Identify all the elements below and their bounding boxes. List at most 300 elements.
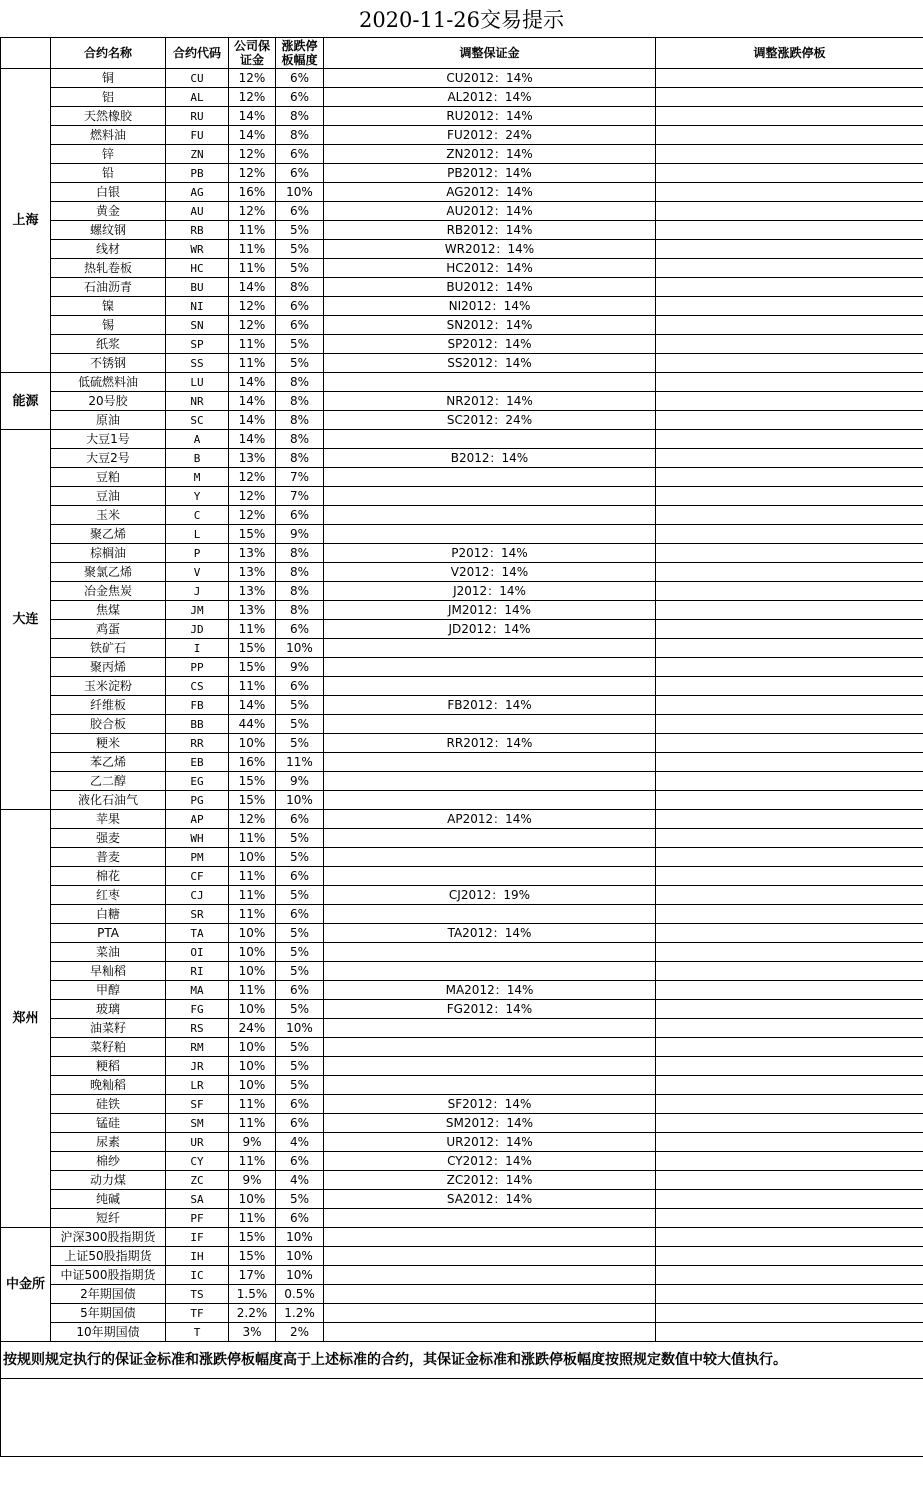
contract-name-cell: 天然橡胶 [51,107,166,126]
limit-range-cell: 6% [276,506,324,525]
adjusted-margin-cell: SN2012：14% [324,316,656,335]
adjusted-margin-cell: RU2012：14% [324,107,656,126]
contract-name-cell: 线材 [51,240,166,259]
limit-range-cell: 5% [276,354,324,373]
adjusted-limit-cell [656,734,923,753]
company-margin-cell: 13% [229,582,276,601]
limit-range-cell: 8% [276,392,324,411]
adjusted-margin-cell: CJ2012：19% [324,886,656,905]
contract-name-cell: 尿素 [51,1133,166,1152]
limit-range-cell: 5% [276,829,324,848]
contract-code-cell: OI [166,943,229,962]
contract-name-cell: 棕榈油 [51,544,166,563]
contract-name-cell: 棉花 [51,867,166,886]
table-row [1,867,923,886]
adjusted-margin-cell [324,943,656,962]
page-title: 2020-11-26交易提示 [358,8,565,32]
contract-code-cell: UR [166,1133,229,1152]
adjusted-limit-cell [656,240,923,259]
adjusted-limit-cell [656,126,923,145]
contract-name-cell: 锡 [51,316,166,335]
limit-range-cell: 6% [276,202,324,221]
adjusted-margin-cell [324,639,656,658]
adjusted-limit-cell [656,696,923,715]
adjusted-limit-cell [656,69,923,88]
limit-range-cell: 5% [276,962,324,981]
adjusted-limit-cell [656,1133,923,1152]
table-row [1,392,923,411]
company-margin-cell: 12% [229,88,276,107]
limit-range-cell: 6% [276,316,324,335]
limit-range-cell: 8% [276,563,324,582]
table-row [1,1095,923,1114]
adjusted-limit-cell [656,164,923,183]
table-row [1,1152,923,1171]
limit-range-cell: 5% [276,848,324,867]
limit-range-cell: 6% [276,145,324,164]
adjusted-margin-cell [324,867,656,886]
adjusted-limit-cell [656,1038,923,1057]
adjusted-margin-cell: FU2012：24% [324,126,656,145]
exchange-label: 大连 [1,430,51,810]
contract-code-cell: WH [166,829,229,848]
adjusted-margin-cell [324,1247,656,1266]
contract-name-cell: 黄金 [51,202,166,221]
table-row [1,1019,923,1038]
company-margin-cell: 9% [229,1133,276,1152]
company-margin-cell: 11% [229,335,276,354]
contract-name-cell: 白银 [51,183,166,202]
table-row [1,677,923,696]
company-margin-cell: 11% [229,1209,276,1228]
note-text: 按规则规定执行的保证金标准和涨跌停板幅度高于上述标准的合约，其保证金标准和涨跌停板幅度按照规定数值中较大值执行。 [1,1342,923,1379]
company-margin-cell: 12% [229,316,276,335]
adjusted-limit-cell [656,202,923,221]
adjusted-limit-cell [656,487,923,506]
contract-code-cell: PB [166,164,229,183]
table-row [1,259,923,278]
company-margin-cell: 2.2% [229,1304,276,1323]
adjusted-limit-cell [656,601,923,620]
adjusted-limit-cell [656,544,923,563]
adjusted-margin-cell: TA2012：14% [324,924,656,943]
table-row [1,1038,923,1057]
adjusted-limit-cell [656,411,923,430]
adjusted-limit-cell [656,88,923,107]
contract-code-cell: SS [166,354,229,373]
header-limit-range: 涨跌停板幅度 [276,38,324,69]
contract-code-cell: RS [166,1019,229,1038]
contract-code-cell: NR [166,392,229,411]
table-row [1,829,923,848]
adjusted-margin-cell: NI2012：14% [324,297,656,316]
limit-range-cell: 10% [276,639,324,658]
contract-code-cell: A [166,430,229,449]
contract-code-cell: C [166,506,229,525]
limit-range-cell: 4% [276,1171,324,1190]
adjusted-margin-cell: JM2012：14% [324,601,656,620]
company-margin-cell: 12% [229,468,276,487]
contract-name-cell: 铁矿石 [51,639,166,658]
table-row [1,1209,923,1228]
company-margin-cell: 11% [229,1095,276,1114]
contract-code-cell: IH [166,1247,229,1266]
blank-row [1,1379,923,1457]
table-row [1,1133,923,1152]
table-row [1,145,923,164]
table-row [1,183,923,202]
company-margin-cell: 14% [229,392,276,411]
limit-range-cell: 5% [276,1000,324,1019]
adjusted-limit-cell [656,677,923,696]
company-margin-cell: 12% [229,487,276,506]
adjusted-margin-cell [324,506,656,525]
adjusted-margin-cell: SF2012：14% [324,1095,656,1114]
contract-name-cell: 原油 [51,411,166,430]
adjusted-margin-cell [324,430,656,449]
limit-range-cell: 6% [276,164,324,183]
limit-range-cell: 6% [276,810,324,829]
table-row [1,202,923,221]
adjusted-limit-cell [656,772,923,791]
limit-range-cell: 8% [276,411,324,430]
adjusted-margin-cell: RR2012：14% [324,734,656,753]
limit-range-cell: 6% [276,677,324,696]
adjusted-limit-cell [656,867,923,886]
contract-name-cell: 纯碱 [51,1190,166,1209]
contract-name-cell: 短纤 [51,1209,166,1228]
adjusted-margin-cell: AU2012：14% [324,202,656,221]
contract-code-cell: ZC [166,1171,229,1190]
contract-code-cell: B [166,449,229,468]
contract-code-cell: SM [166,1114,229,1133]
company-margin-cell: 12% [229,164,276,183]
adjusted-margin-cell: ZN2012：14% [324,145,656,164]
limit-range-cell: 0.5% [276,1285,324,1304]
adjusted-margin-cell [324,753,656,772]
table-row [1,1000,923,1019]
table-row [1,1076,923,1095]
company-margin-cell: 13% [229,563,276,582]
contract-code-cell: V [166,563,229,582]
contract-name-cell: 燃料油 [51,126,166,145]
company-margin-cell: 9% [229,1171,276,1190]
table-row [1,373,923,392]
contract-code-cell: EB [166,753,229,772]
adjusted-margin-cell [324,715,656,734]
limit-range-cell: 1.2% [276,1304,324,1323]
limit-range-cell: 5% [276,221,324,240]
contract-name-cell: 上证50股指期货 [51,1247,166,1266]
adjusted-margin-cell: B2012：14% [324,449,656,468]
limit-range-cell: 6% [276,905,324,924]
adjusted-margin-cell [324,1019,656,1038]
contract-name-cell: 菜油 [51,943,166,962]
contract-code-cell: TS [166,1285,229,1304]
adjusted-margin-cell [324,658,656,677]
table-row [1,1304,923,1323]
adjusted-limit-cell [656,753,923,772]
limit-range-cell: 5% [276,1190,324,1209]
contract-name-cell: 纤维板 [51,696,166,715]
company-margin-cell: 13% [229,449,276,468]
table-row [1,563,923,582]
limit-range-cell: 10% [276,183,324,202]
adjusted-margin-cell: SC2012：24% [324,411,656,430]
header-row [1,38,923,69]
company-margin-cell: 11% [229,221,276,240]
limit-range-cell: 5% [276,734,324,753]
contract-code-cell: CY [166,1152,229,1171]
adjusted-margin-cell: AG2012：14% [324,183,656,202]
contract-name-cell: 粳稻 [51,1057,166,1076]
limit-range-cell: 7% [276,487,324,506]
table-row [1,601,923,620]
adjusted-margin-cell [324,848,656,867]
header-company-margin: 公司保证金 [229,38,276,69]
contract-code-cell: AG [166,183,229,202]
limit-range-cell: 10% [276,1228,324,1247]
company-margin-cell: 3% [229,1323,276,1342]
adjusted-limit-cell [656,905,923,924]
adjusted-limit-cell [656,658,923,677]
contract-name-cell: 玉米淀粉 [51,677,166,696]
company-margin-cell: 10% [229,1190,276,1209]
company-margin-cell: 11% [229,867,276,886]
company-margin-cell: 11% [229,620,276,639]
contract-name-cell: 低硫燃料油 [51,373,166,392]
table-row [1,1171,923,1190]
contract-name-cell: 粳米 [51,734,166,753]
company-margin-cell: 12% [229,810,276,829]
company-margin-cell: 14% [229,107,276,126]
limit-range-cell: 9% [276,772,324,791]
limit-range-cell: 11% [276,753,324,772]
contract-name-cell: PTA [51,924,166,943]
company-margin-cell: 1.5% [229,1285,276,1304]
table-row [1,544,923,563]
table-row [1,639,923,658]
contract-name-cell: 硅铁 [51,1095,166,1114]
company-margin-cell: 14% [229,430,276,449]
contract-code-cell: T [166,1323,229,1342]
limit-range-cell: 8% [276,373,324,392]
adjusted-limit-cell [656,1228,923,1247]
company-margin-cell: 11% [229,677,276,696]
adjusted-limit-cell [656,373,923,392]
company-margin-cell: 12% [229,69,276,88]
adjusted-margin-cell [324,677,656,696]
contract-code-cell: BB [166,715,229,734]
company-margin-cell: 11% [229,1152,276,1171]
contract-code-cell: CU [166,69,229,88]
contract-name-cell: 石油沥青 [51,278,166,297]
contract-code-cell: LR [166,1076,229,1095]
company-margin-cell: 11% [229,1114,276,1133]
contract-code-cell: IC [166,1266,229,1285]
company-margin-cell: 14% [229,126,276,145]
header-adjusted-limit: 调整涨跌停板 [656,38,923,69]
contract-code-cell: TF [166,1304,229,1323]
contract-name-cell: 玻璃 [51,1000,166,1019]
adjusted-limit-cell [656,297,923,316]
contract-code-cell: M [166,468,229,487]
table-row [1,696,923,715]
contract-name-cell: 菜籽粕 [51,1038,166,1057]
table-row [1,772,923,791]
contract-code-cell: J [166,582,229,601]
company-margin-cell: 10% [229,962,276,981]
adjusted-margin-cell: CU2012：14% [324,69,656,88]
adjusted-limit-cell [656,886,923,905]
table-row [1,791,923,810]
table-row [1,430,923,449]
table-row [1,734,923,753]
contract-name-cell: 苯乙烯 [51,753,166,772]
contract-name-cell: 玉米 [51,506,166,525]
limit-range-cell: 9% [276,525,324,544]
company-margin-cell: 14% [229,696,276,715]
limit-range-cell: 10% [276,791,324,810]
company-margin-cell: 11% [229,829,276,848]
contract-name-cell: 乙二醇 [51,772,166,791]
contract-name-cell: 热轧卷板 [51,259,166,278]
limit-range-cell: 9% [276,658,324,677]
contract-code-cell: JR [166,1057,229,1076]
contract-code-cell: PF [166,1209,229,1228]
contract-code-cell: SC [166,411,229,430]
table-row [1,411,923,430]
table-row [1,658,923,677]
company-margin-cell: 15% [229,772,276,791]
contract-name-cell: 强麦 [51,829,166,848]
limit-range-cell: 6% [276,867,324,886]
contract-code-cell: P [166,544,229,563]
table-row [1,88,923,107]
company-margin-cell: 12% [229,145,276,164]
adjusted-margin-cell [324,525,656,544]
contract-name-cell: 螺纹钢 [51,221,166,240]
adjusted-margin-cell [324,1228,656,1247]
trading-tips-table [0,37,923,1457]
contract-code-cell: L [166,525,229,544]
limit-range-cell: 8% [276,544,324,563]
company-margin-cell: 11% [229,354,276,373]
table-row [1,848,923,867]
limit-range-cell: 5% [276,715,324,734]
note-row [1,1342,923,1379]
company-margin-cell: 44% [229,715,276,734]
table-row [1,221,923,240]
contract-name-cell: 锰硅 [51,1114,166,1133]
adjusted-limit-cell [656,1000,923,1019]
adjusted-margin-cell [324,373,656,392]
company-margin-cell: 12% [229,506,276,525]
contract-name-cell: 大豆1号 [51,430,166,449]
limit-range-cell: 8% [276,278,324,297]
contract-code-cell: JD [166,620,229,639]
adjusted-margin-cell [324,1323,656,1342]
company-margin-cell: 10% [229,1076,276,1095]
adjusted-limit-cell [656,943,923,962]
contract-name-cell: 豆油 [51,487,166,506]
company-margin-cell: 16% [229,753,276,772]
adjusted-margin-cell: JD2012：14% [324,620,656,639]
adjusted-margin-cell: FG2012：14% [324,1000,656,1019]
adjusted-limit-cell [656,582,923,601]
adjusted-limit-cell [656,316,923,335]
contract-name-cell: 10年期国债 [51,1323,166,1342]
company-margin-cell: 17% [229,1266,276,1285]
company-margin-cell: 10% [229,734,276,753]
company-margin-cell: 12% [229,202,276,221]
table-row [1,886,923,905]
limit-range-cell: 5% [276,696,324,715]
adjusted-limit-cell [656,221,923,240]
company-margin-cell: 11% [229,886,276,905]
contract-name-cell: 豆粕 [51,468,166,487]
table-row [1,810,923,829]
limit-range-cell: 5% [276,886,324,905]
adjusted-margin-cell [324,772,656,791]
table-row [1,962,923,981]
adjusted-limit-cell [656,278,923,297]
adjusted-margin-cell [324,1209,656,1228]
contract-name-cell: 聚氯乙烯 [51,563,166,582]
contract-code-cell: TA [166,924,229,943]
company-margin-cell: 10% [229,1038,276,1057]
limit-range-cell: 8% [276,601,324,620]
adjusted-limit-cell [656,107,923,126]
contract-code-cell: RB [166,221,229,240]
table-row [1,449,923,468]
header-contract-code: 合约代码 [166,38,229,69]
adjusted-limit-cell [656,962,923,981]
company-margin-cell: 10% [229,848,276,867]
company-margin-cell: 10% [229,1057,276,1076]
table-row [1,354,923,373]
contract-code-cell: PP [166,658,229,677]
adjusted-margin-cell [324,1038,656,1057]
contract-code-cell: RR [166,734,229,753]
contract-name-cell: 早籼稻 [51,962,166,981]
contract-code-cell: SN [166,316,229,335]
limit-range-cell: 6% [276,297,324,316]
adjusted-margin-cell: P2012：14% [324,544,656,563]
adjusted-margin-cell [324,1285,656,1304]
limit-range-cell: 10% [276,1247,324,1266]
company-margin-cell: 14% [229,278,276,297]
table-row [1,506,923,525]
adjusted-margin-cell: SS2012：14% [324,354,656,373]
adjusted-limit-cell [656,1171,923,1190]
exchange-label: 中金所 [1,1228,51,1342]
contract-name-cell: 普麦 [51,848,166,867]
contract-name-cell: 胶合板 [51,715,166,734]
adjusted-limit-cell [656,1304,923,1323]
contract-name-cell: 大豆2号 [51,449,166,468]
adjusted-limit-cell [656,430,923,449]
contract-code-cell: BU [166,278,229,297]
adjusted-margin-cell: SA2012：14% [324,1190,656,1209]
contract-code-cell: RM [166,1038,229,1057]
exchange-label: 郑州 [1,810,51,1228]
contract-name-cell: 5年期国债 [51,1304,166,1323]
contract-code-cell: FB [166,696,229,715]
contract-code-cell: SP [166,335,229,354]
adjusted-limit-cell [656,449,923,468]
table-row [1,582,923,601]
